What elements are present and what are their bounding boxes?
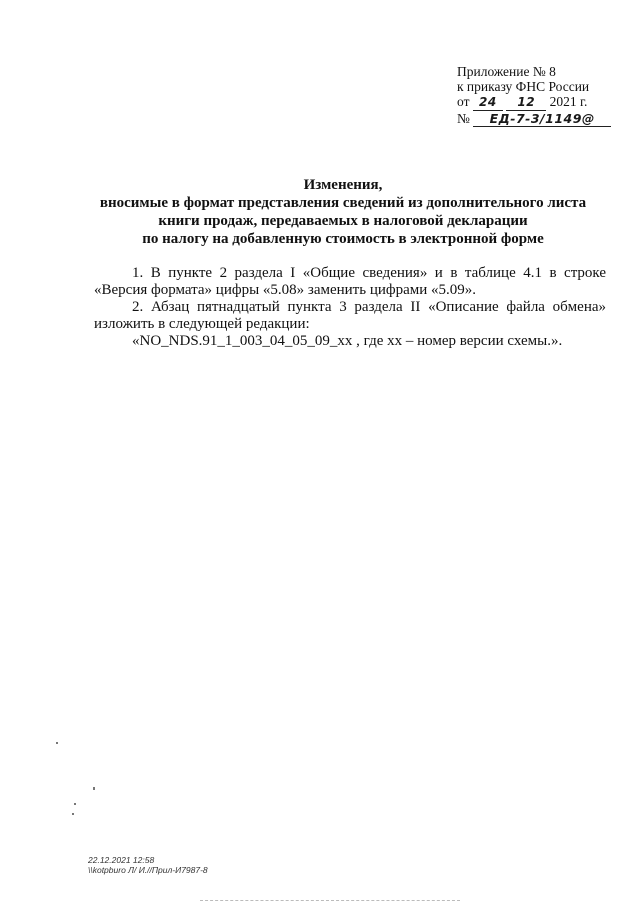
footer-timestamp: 22.12.2021 12:58 (88, 855, 155, 865)
document-body (94, 265, 606, 350)
title-line-1: Изменения, (303, 177, 383, 193)
appendix-number: Приложение № 8 (457, 64, 556, 79)
scan-speck (74, 803, 76, 805)
scan-speck (56, 742, 58, 744)
date-prefix: от (457, 94, 470, 109)
date-year: 2021 (549, 94, 577, 109)
title-line-2: вносимые в формат представления сведений из дополнительного листа (99, 195, 587, 211)
appendix-date (457, 94, 617, 111)
date-suffix: г. (579, 94, 588, 109)
date-month: 12 (506, 95, 546, 111)
appendix-order-ref: к приказу ФНС России (457, 79, 590, 94)
number-prefix: № (457, 111, 470, 126)
date-day: 24 (473, 95, 503, 111)
scan-speck (72, 813, 74, 815)
document-title (70, 176, 616, 248)
paragraph-item-1: 1. В пункте 2 раздела I «Общие сведения» и в таблице 4.1 в строке «Версия формата» цифры «5.08» заменить цифрами «5.09». (94, 265, 606, 298)
appendix-header (457, 64, 617, 127)
bottom-divider (200, 900, 460, 902)
appendix-order-number (457, 111, 617, 127)
footer-stamp (88, 855, 208, 875)
paragraph-item-2: 2. Абзац пятнадцатый пункта 3 раздела II «Описание файла обмена» изложить в следующей редакции: (94, 299, 606, 332)
paragraph-item-2-quote: «NO_NDS.91_1_003_04_05_09_xx , где xx – номер версии схемы.». (132, 333, 563, 349)
title-line-4: по налогу на добавленную стоимость в электронной форме (142, 231, 544, 247)
order-number-handwritten: ЕД-7-3/1149@ (473, 111, 611, 127)
title-line-3: книги продаж, передаваемых в налоговой декларации (158, 213, 528, 229)
footer-author: \\kotpburo Л/ И.//Прил-И7987-8 (88, 865, 208, 875)
scan-speck (93, 787, 95, 790)
